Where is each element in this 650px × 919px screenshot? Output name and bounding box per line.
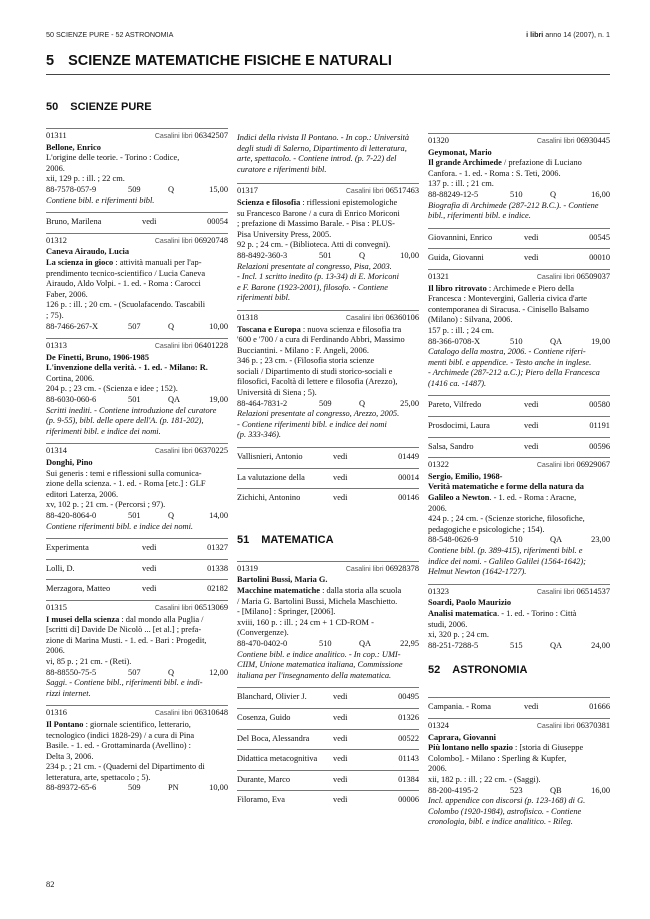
entry-note: Relazioni presentate al congresso, Pisa, 2003.	[237, 261, 392, 271]
entry-01321	[428, 269, 610, 396]
isbn-row: 88-251-7288-5 515 QA 24,00	[428, 640, 610, 650]
entry-note: riferimenti bibl.	[237, 293, 291, 303]
entry-number: 01316	[46, 708, 67, 718]
entry-text: 204 p. ; 23 cm. - (Scienza e idee ; 152).	[46, 384, 178, 394]
subsection-heading-52: 52 ASTRONOMIA	[428, 664, 528, 677]
entry-note: Relazioni presentate al congresso, Arezzo, 2005.	[237, 409, 400, 419]
entry-text: ; 75).	[46, 310, 64, 320]
entry-01316	[46, 705, 228, 800]
isbn-row: 88-88249-12-5 510 Q 16,00	[428, 189, 610, 199]
entry-01313	[46, 338, 228, 443]
entry-note: Incl. appendice con discorsi (p. 123-168) di G.	[428, 796, 586, 806]
entry-author: De Finetti, Bruno, 1906-1985	[46, 352, 150, 362]
isbn-row: 88-470-0402-0 510 QA 22,95	[237, 638, 419, 648]
entry-note: rizzi internet.	[46, 688, 91, 698]
casalini-code: Casalini libri 06401228	[154, 341, 228, 351]
entry-text: xviii, 160 p. : ill. ; 24 cm + 1 CD-ROM -	[237, 617, 374, 627]
entry-number: 01320	[428, 136, 449, 145]
entry-number: 01314	[46, 446, 67, 456]
entry-continuation	[237, 133, 419, 183]
entry-title: L'origine delle teorie. - Torino : Codice,	[46, 153, 180, 163]
entry-text: pedagogiche e psicologiche ; 154).	[428, 524, 545, 534]
entry-title: Il grande Archimede / prefazione di Luciano	[428, 158, 582, 168]
entry-text: zione di Marina Musti. - 1. ed. - Bari : Progedit,	[46, 635, 207, 645]
entry-note: Contiene riferimenti bibl. e indice dei nomi.	[46, 521, 194, 531]
isbn-row: 88-8492-360-3 501 Q 10,00	[237, 250, 419, 260]
casalini-code: Casalini libri 06929067	[536, 460, 610, 470]
cross-reference: Merzagora, Matteo vedi 02182	[46, 579, 228, 600]
entry-text: Basile. - 1. ed. - Grottaminarda (Avellino) :	[46, 741, 191, 751]
entry-text: 137 p. : ill. ; 21 cm.	[428, 179, 494, 189]
cross-reference: Campania. - Roma vedi 01666	[428, 697, 610, 718]
entry-text: tecnologico (indici 1828-29) / a cura di Pina	[46, 730, 195, 740]
entry-text: Francesca : Montevergini, Galleria civica d'arte	[428, 294, 588, 304]
entry-text: xii, 182 p. : ill. ; 22 cm. - (Saggi).	[428, 774, 541, 784]
entry-text: su Francesco Barone / a cura di Enrico Moriconi	[237, 208, 400, 218]
entry-note: (p. 333-346).	[237, 430, 281, 440]
entry-number: 01322	[428, 460, 449, 470]
entry-text: / Maria G. Bartolini Bussi, Michela Maschietto.	[237, 596, 398, 606]
cross-reference: Pareto, Vilfredo vedi 00580	[428, 395, 610, 416]
section-number: 5	[46, 53, 55, 69]
entry-note: e F. Barone (1923-2001), filosofo. - Contiene	[237, 282, 388, 292]
entry-text: Airaudo, Aldo Volpi. - 1. ed. - Roma : Carocci	[46, 279, 201, 289]
entry-title: Sui generis : temi e riflessioni sulla comunica-	[46, 468, 202, 478]
entry-note: Catalogo della mostra, 2006. - Contiene riferi-	[428, 347, 586, 357]
running-head	[46, 30, 610, 42]
casalini-code: Casalini libri 06513069	[154, 602, 228, 612]
entry-note: Saggi. - Contiene bibl., riferimenti bibl. e indi-	[46, 678, 203, 688]
cross-reference: Blanchard, Olivier J. vedi 00495	[237, 687, 419, 708]
running-head-left: 50 SCIENZE PURE - 52 ASTRONOMIA	[46, 30, 174, 39]
entry-01312	[46, 233, 228, 338]
entry-text: 346 p. ; 23 cm. - (Filosofia storia scienze	[237, 356, 375, 366]
entry-note: Contiene bibl. e riferimenti bibl.	[46, 195, 155, 205]
entry-text: xi, 320 p. ; 24 cm.	[428, 630, 489, 640]
entry-text: ; prefazione di Massimo Barale. - Pisa : PLUS-	[237, 219, 395, 229]
entry-number: 01318	[237, 312, 258, 322]
cross-reference: Prosdocimi, Laura vedi 01191	[428, 416, 610, 437]
entry-note: indice dei nomi. - Galileo Galilei (1564-1642);	[428, 556, 586, 566]
entry-text: '600 e '700 / a cura di Ferdinando Abbri, Massimo	[237, 335, 405, 345]
entry-text: 2006.	[46, 646, 65, 656]
entry-01311	[46, 128, 228, 212]
entry-text: Università di Siena ; 5).	[237, 388, 317, 398]
casalini-code: Casalini libri 06310648	[154, 708, 228, 718]
entry-title: Galileo a Newton. - 1. ed. - Roma : Aracne,	[428, 493, 577, 503]
entry-note: CIIM, Unione matematica italiana, Commissione	[237, 660, 403, 670]
entry-text: [scritti di] Davide De Nicolò ... [et al.] ; prefa-	[46, 625, 202, 635]
cross-reference: Del Boca, Alessandra vedi 00522	[237, 729, 419, 750]
entry-01314	[46, 443, 228, 538]
entry-number: 01315	[46, 602, 67, 612]
entry-title: Scienza e filosofia : riflessioni epistemologiche	[237, 197, 398, 207]
cross-reference: Bruno, Marilena vedi 00054	[46, 212, 228, 233]
entry-note: - Contiene riferimenti bibl. e indice dei nomi	[237, 419, 387, 429]
cross-reference: Cosenza, Guido vedi 01326	[237, 708, 419, 729]
entry-note: cronologia, bibl. e indice analitico. - Rileg.	[428, 817, 573, 827]
entry-title: Il Pontano : giornale scientifico, letterario,	[46, 719, 191, 729]
column-3	[428, 133, 610, 834]
cross-reference: Salsa, Sandro vedi 00596	[428, 437, 610, 458]
isbn-row: 88-6030-060-6 501 QA 19,00	[46, 395, 228, 405]
entry-text: Colombo]. - Milano : Sperling & Kupfer,	[428, 753, 567, 763]
entry-text: Delta 3, 2006.	[46, 751, 94, 761]
entry-title: Analisi matematica. - 1. ed. - Torino : Città	[428, 608, 577, 618]
entry-note: riferimenti bibl. e indice dei nomi.	[46, 426, 161, 436]
casalini-code: Casalini libri 06360106	[345, 312, 419, 322]
entry-author: Sergio, Emilio, 1968-	[428, 471, 503, 481]
isbn-row: 88-88550-75-5 507 Q 12,00	[46, 667, 228, 677]
entry-text: sociali / Dipartimento di studi storico-sociali e	[237, 366, 393, 376]
entry-text: 92 p. ; 24 cm. - (Biblioteca. Atti di convegni).	[237, 240, 391, 250]
entry-text: 424 p. ; 24 cm. - (Scienze storiche, filosofiche,	[428, 514, 585, 524]
entry-01315	[46, 600, 228, 705]
cross-reference: Experimenta vedi 01327	[46, 538, 228, 559]
isbn-row: 88-200-4195-2 523 QB 16,00	[428, 785, 610, 795]
entry-author: Caprara, Giovanni	[428, 732, 496, 742]
entry-text: 2006.	[46, 163, 65, 173]
entry-text: (Milano) : Silvana, 2006.	[428, 315, 513, 325]
entry-01318	[237, 310, 419, 447]
column-2	[237, 133, 419, 811]
entry-text: 234 p. ; 21 cm. - (Quaderni del Dipartimento di	[46, 762, 205, 772]
cross-reference: Zichichi, Antonino vedi 00146	[237, 488, 419, 509]
cross-reference: Guida, Giovanni vedi 00010	[428, 248, 610, 269]
entry-text: Cortina, 2006.	[46, 373, 95, 383]
casalini-code: Casalini libri 06920748	[154, 235, 228, 245]
subsection-heading-50: 50 SCIENZE PURE	[46, 101, 152, 113]
casalini-code: Casalini libri 06517463	[345, 186, 419, 196]
isbn-row: 88-548-0626-9 510 QA 23,00	[428, 535, 610, 545]
entry-number: 01324	[428, 720, 449, 730]
casalini-code: Casalini libri 06370381	[536, 720, 610, 730]
entry-number: 01317	[237, 186, 258, 196]
cross-reference: Durante, Marco vedi 01384	[237, 770, 419, 791]
entry-author: Donghi, Pino	[46, 458, 93, 468]
entry-note: menti bibl. e appendice. - Testo anche in inglese.	[428, 357, 592, 367]
casalini-code: Casalini libri 06342507	[154, 131, 228, 140]
entry-text: 2006.	[428, 503, 447, 513]
cross-reference: Didattica metacognitiva vedi 01143	[237, 749, 419, 770]
entry-text: 126 p. : ill. ; 20 cm. - (Scuolafacendo. Tascabili	[46, 300, 206, 310]
entry-title: La scienza in gioco : attività manuali per l'ap-	[46, 257, 202, 267]
entry-text: 157 p. : ill. ; 24 cm.	[428, 325, 494, 335]
section-title-text: SCIENZE MATEMATICHE FISICHE E NATURALI	[68, 53, 392, 69]
entry-text: (Convergenze).	[237, 628, 289, 638]
entry-note: Indici della rivista Il Pontano. - In cop.: Università	[237, 133, 410, 142]
column-1	[46, 100, 228, 800]
entry-text: letteratura, arte, spettacolo ; 5).	[46, 772, 151, 782]
entry-number: 01312	[46, 235, 67, 245]
cross-reference: Giovannini, Enrico vedi 00545	[428, 228, 610, 249]
entry-text: prendimento tecnico-scientifico / Lucia Caneva	[46, 268, 206, 278]
entry-note: degli studi di Salerno, Dipartimento di letteratura,	[237, 143, 407, 153]
isbn-row: 88-420-8064-0 501 Q 14,00	[46, 511, 228, 520]
entry-text: 2006.	[428, 764, 447, 774]
entry-number: 01319	[237, 563, 258, 573]
entry-note: arte, spettacolo. - Contiene introd. (p. 7-22) del	[237, 154, 397, 164]
isbn-row: 88-464-7831-2 509 Q 25,00	[237, 398, 419, 408]
entry-note: - Archimede (287-212 a.C.); Piero della Francesca	[428, 368, 600, 378]
entry-title: Più lontano nello spazio : [storia di Giuseppe	[428, 743, 584, 753]
entry-author: Geymonat, Mario	[428, 147, 492, 157]
entry-title: Macchine matematiche : dalla storia alla scuola	[237, 586, 402, 595]
cross-reference: Filoramo, Eva vedi 00006	[237, 790, 419, 811]
section-title	[46, 52, 610, 75]
entry-author: Caneva Airaudo, Lucia	[46, 247, 130, 257]
cross-reference: Vallisnieri, Antonio vedi 01449	[237, 447, 419, 468]
entry-01322	[428, 457, 610, 584]
page-number: 82	[46, 880, 55, 889]
cross-reference: Lolli, D. vedi 01338	[46, 559, 228, 580]
entry-title: L'invenzione della verità. - 1. ed. - Milano: R.	[46, 363, 208, 373]
entry-text: studi, 2006.	[428, 619, 468, 629]
casalini-code: Casalini libri 06930445	[536, 136, 610, 145]
entry-note: Scritti inediti. - Contiene introduzione del curatore	[46, 405, 217, 415]
entry-note: Contiene bibl. e indice analitico. - In cop.: UMI-	[237, 649, 401, 659]
entry-01320	[428, 133, 610, 228]
casalini-code: Casalini libri 06928378	[345, 563, 419, 573]
isbn-row: 88-366-0708-X 510 QA 19,00	[428, 336, 610, 346]
entry-note: (1416 ca. -1487).	[428, 378, 487, 388]
casalini-code: Casalini libri 06514537	[536, 586, 610, 596]
isbn-row: 88-89372-65-6 509 PN 10,00	[46, 783, 228, 793]
entry-author: Bartolini Bussi, Maria G.	[237, 575, 328, 585]
entry-text: Pisa University Press, 2005.	[237, 229, 332, 239]
entry-title: I musei della scienza : dal mondo alla Puglia /	[46, 614, 204, 624]
entry-note: bibl., riferimenti bibl. e indice.	[428, 211, 531, 221]
isbn-row: 88-7466-267-X 507 Q 10,00	[46, 321, 228, 331]
subsection-heading-51: 51 MATEMATICA	[237, 533, 334, 546]
entry-note: Colombo (1920-1984), astrofisico. - Contiene	[428, 806, 582, 816]
entry-text: Faber, 2006.	[46, 289, 88, 299]
entry-number: 01321	[428, 271, 449, 281]
entry-text: contemporanea di Siracusa. - Cinisello Balsamo	[428, 304, 589, 314]
entry-title: Il libro ritrovato : Archimede e Piero della	[428, 283, 574, 293]
running-head-right: i libri anno 14 (2007), n. 1	[526, 30, 610, 39]
entry-note: Contiene bibl. (p. 389-415), riferimenti bibl. e	[428, 546, 583, 555]
entry-text: vi, 85 p. ; 21 cm. - (Reti).	[46, 656, 132, 666]
entry-text: Canfora. - 1. ed. - Roma : S. Teti, 2006.	[428, 168, 561, 178]
entry-author: Soardi, Paolo Maurizio	[428, 598, 512, 608]
entry-text: xii, 129 p. : ill. ; 22 cm.	[46, 174, 125, 184]
casalini-code: Casalini libri 06509037	[536, 271, 610, 281]
entry-text: Bucciantini. - Milano : F. Angeli, 2006.	[237, 345, 369, 355]
entry-text: - [Milano] : Springer, [2006].	[237, 607, 336, 617]
entry-01324	[428, 718, 610, 834]
entry-note: italiana per l'insegnamento della matematica.	[237, 670, 392, 680]
entry-title: Verità matematiche e forme della natura da	[428, 482, 584, 492]
entry-01317	[237, 183, 419, 310]
entry-01323	[428, 584, 610, 658]
entry-number: 01311	[46, 131, 67, 140]
casalini-code: Casalini libri 06370225	[154, 446, 228, 456]
entry-note: Helmut Newton (1642-1727).	[428, 567, 527, 577]
entry-text: xv, 102 p. ; 21 cm. - (Percorsi ; 97).	[46, 500, 166, 510]
entry-note: (p. 9-55), bibl. delle opere dell'A. (p. 181-202),	[46, 416, 204, 426]
entry-author: Bellone, Enrico	[46, 142, 101, 152]
entry-title: Toscana e Europa : nuova scienza e filosofia tra	[237, 324, 402, 334]
entry-text: editori Laterza, 2006.	[46, 489, 119, 499]
entry-note: Biografia di Archimede (287-212 B.C.). - Contiene	[428, 200, 599, 210]
entry-text: zione della scienza. - 1. ed. - Roma [etc.] : GLF	[46, 479, 206, 489]
entry-number: 01313	[46, 341, 67, 351]
entry-number: 01323	[428, 586, 449, 596]
entry-note: - Incl. 1 scritto inedito (p. 13-34) di E. Moriconi	[237, 272, 399, 282]
cross-reference: La valutazione della vedi 00014	[237, 468, 419, 489]
entry-01319	[237, 561, 419, 688]
entry-text: filosofici, Facoltà di lettere e filosofia (Arezzo),	[237, 377, 398, 387]
entry-note: curatore e riferimenti bibl.	[237, 164, 327, 174]
isbn-row: 88-7578-057-9 509 Q 15,00	[46, 184, 228, 194]
